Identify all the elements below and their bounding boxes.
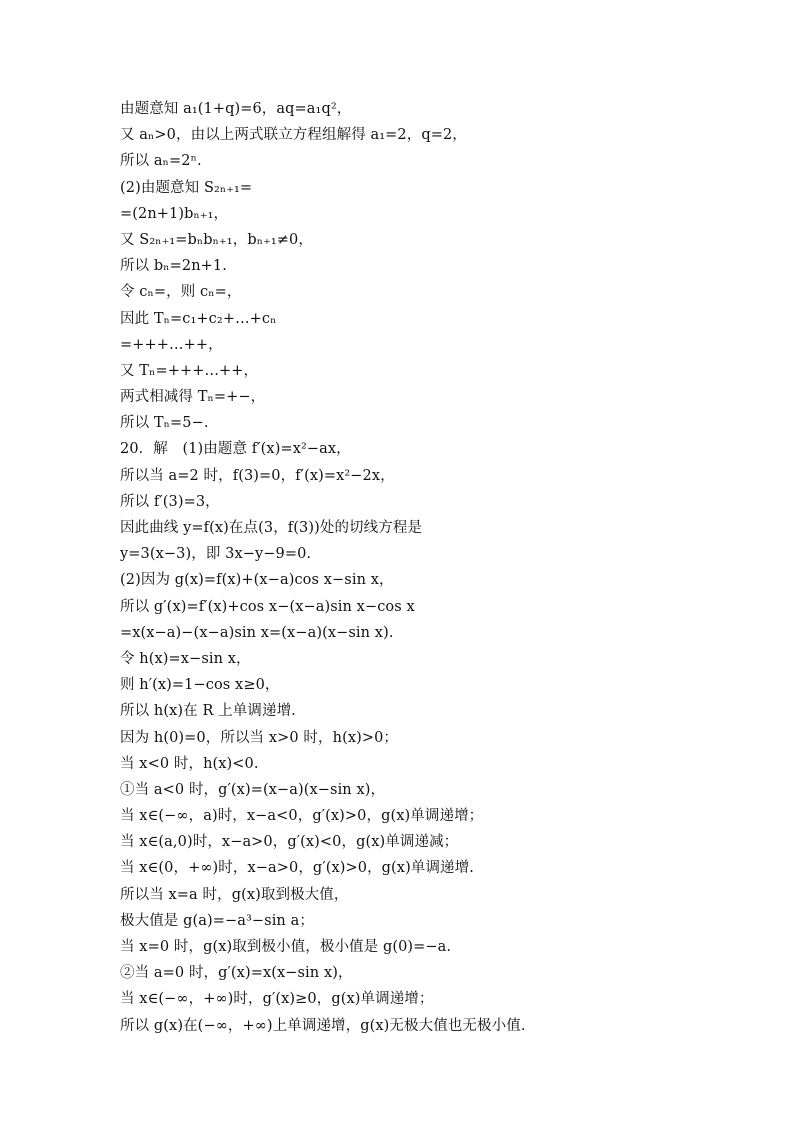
text-line: 极大值是 g(a)=−a³−sin a； [120,912,314,929]
text-line: 当 x∈(−∞，+∞)时，g′(x)≥0，g(x)单调递增； [120,991,434,1008]
text-line: 所以 h(x)在 R 上单调递增. [120,703,296,720]
text-line: 由题意知 a₁(1+q)=6，aq=a₁q²， [120,101,352,117]
text-line: 因此曲线 y=f(x)在点(3，f(3))处的切线方程是 [120,520,423,536]
text-line: 当 x<0 时，h(x)<0. [120,755,259,772]
solution-text-block [120,96,720,1039]
text-line: 则 h′(x)=1−cos x≥0， [120,677,280,694]
text-line: 令 h(x)=x−sin x， [120,650,251,667]
text-line: 所以 Tₙ=5−. [120,415,209,432]
text-line: 所以 aₙ=2ⁿ. [120,153,202,170]
text-line: 所以 f′(3)=3， [120,493,220,510]
text-line: 因此 Tₙ=c₁+c₂+…+cₙ [120,310,277,327]
text-line: =(2n+1)bₙ₊₁， [120,205,229,222]
text-line: (2)因为 g(x)=f(x)+(x−a)cos x−sin x， [120,572,394,589]
text-line: 当 x=0 时，g(x)取到极小值，极小值是 g(0)=−a. [120,939,452,955]
text-line: 又 aₙ>0，由以上两式联立方程组解得 a₁=2，q=2， [120,127,467,144]
text-line: 所以 g(x)在(−∞，+∞)上单调递增，g(x)无极大值也无极小值. [120,1017,526,1034]
problem-20-heading-line: 20．解 (1)由题意 f′(x)=x²−ax， [120,441,351,458]
text-line: 当 x∈(−∞，a)时，x−a<0，g′(x)>0，g(x)单调递增； [120,808,484,825]
text-line: =+++…++， [120,336,223,353]
case-1-line: ①当 a<0 时，g′(x)=(x−a)(x−sin x)， [120,781,386,798]
case-2-line: ②当 a=0 时，g′(x)=x(x−sin x)， [120,965,353,982]
text-line: 当 x∈(0，+∞)时，x−a>0，g′(x)>0，g(x)单调递增. [120,860,474,877]
text-line: 两式相减得 Tₙ=+−， [120,389,266,406]
text-line: 令 cₙ=，则 cₙ=， [120,284,242,301]
text-line: 所以当 x=a 时，g(x)取到极大值， [120,886,349,903]
text-line: 又 S₂ₙ₊₁=bₙbₙ₊₁，bₙ₊₁≠0， [120,231,313,248]
text-line: (2)由题意知 S₂ₙ₊₁= [120,179,253,196]
text-line: 所以当 a=2 时，f(3)=0，f′(x)=x²−2x， [120,467,395,484]
text-line: 当 x∈(a,0)时，x−a>0，g′(x)<0，g(x)单调递减； [120,834,459,851]
text-line: =x(x−a)−(x−a)sin x=(x−a)(x−sin x). [120,624,394,641]
text-line: 因为 h(0)=0，所以当 x>0 时，h(x)>0； [120,729,399,746]
text-line: 又 Tₙ=+++…++， [120,362,259,379]
text-line: y=3(x−3)，即 3x−y−9=0. [120,546,312,563]
text-line: 所以 bₙ=2n+1. [120,258,227,275]
text-line: 所以 g′(x)=f′(x)+cos x−(x−a)sin x−cos x [120,598,415,615]
